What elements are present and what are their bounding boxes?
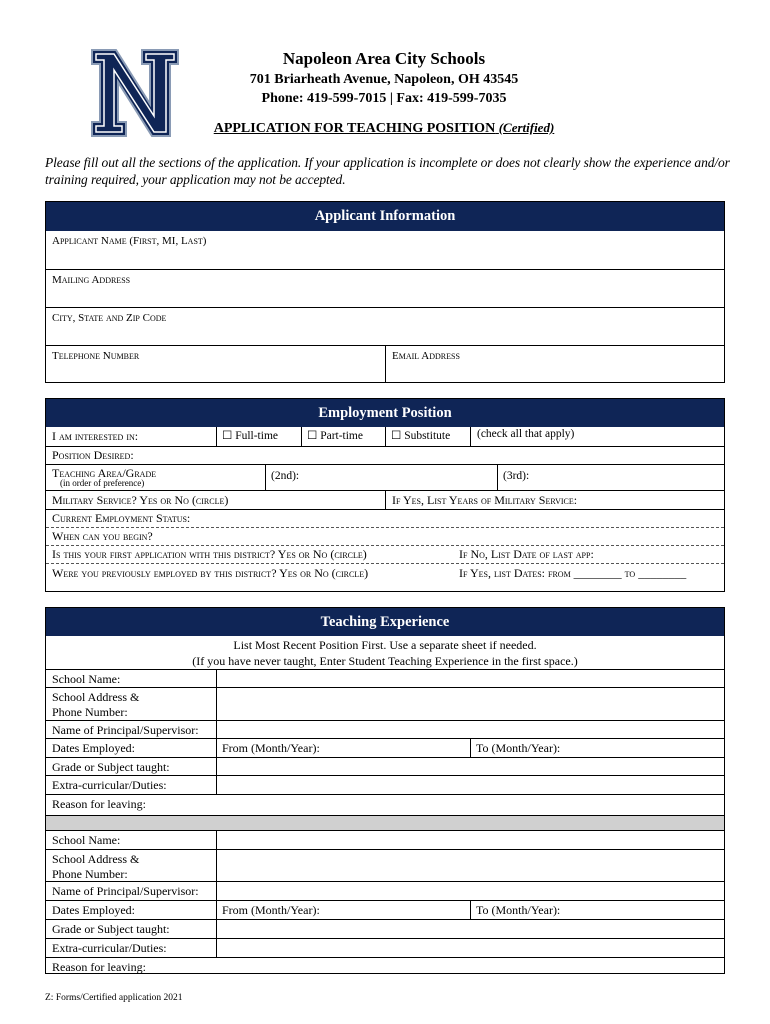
extracurricular-row[interactable]: Extra-curricular/Duties: <box>46 938 724 957</box>
teaching-area-row[interactable]: Teaching Area/Grade (in order of preference) (2nd): (3rd): <box>46 464 724 490</box>
current-employment-row[interactable]: Current Employment Status: <box>46 509 724 527</box>
application-title: APPLICATION FOR TEACHING POSITION (Certified) <box>213 120 555 136</box>
interest-row: I am interested in: ☐ Full-time ☐ Part-time ☐ Substitute (check all that apply) <box>46 427 724 446</box>
telephone-label: Telephone Number <box>52 350 140 362</box>
employment-section-title: Employment Position <box>46 399 724 427</box>
applicant-name-field[interactable] <box>46 231 724 269</box>
employment-section <box>45 398 725 592</box>
substitute-checkbox[interactable]: ☐ Substitute <box>391 430 451 442</box>
email-label: Email Address <box>392 350 460 362</box>
applicant-section <box>45 201 725 383</box>
teaching-section-title: Teaching Experience <box>46 608 724 636</box>
teaching-section <box>45 607 725 974</box>
school-name: Napoleon Area City Schools <box>282 49 486 68</box>
intro-text: Please fill out all the sections of the application. If your application is incomplete or does not clearly show the experience and/or training required, your application may not be accepted. <box>45 155 730 187</box>
phone-email-row[interactable] <box>46 345 724 383</box>
reason-leaving-row[interactable]: Reason for leaving: <box>46 794 724 815</box>
first-application-row[interactable]: Is this your first application with this district? Yes or No (circle) If No, List Date of last app: <box>46 545 724 563</box>
begin-row[interactable]: When can you begin? <box>46 527 724 545</box>
fulltime-checkbox[interactable]: ☐ Full-time <box>222 430 278 442</box>
school-address: 701 Briarheath Avenue, Napoleon, OH 43545 <box>249 72 519 87</box>
teaching-instructions: List Most Recent Position First. Use a separate sheet if needed. (If you have never taught, Enter Student Teaching Experience in the first space.) <box>192 638 578 668</box>
mailing-address-field[interactable] <box>46 269 724 307</box>
dates-employed-row[interactable]: Dates Employed: From (Month/Year): To (Month/Year): <box>46 738 724 757</box>
applicant-section-title: Applicant Information <box>46 202 724 231</box>
reason-leaving-row[interactable]: Reason for leaving: <box>46 957 724 975</box>
school-name-row[interactable]: School Name: <box>46 669 724 687</box>
city-state-zip-label: City, State and Zip Code <box>52 312 167 324</box>
previous-employment-row[interactable]: Were you previously employed by this district? Yes or No (circle) If Yes, list Dates: from ________ to ________ <box>46 563 724 582</box>
school-phone-fax: Phone: 419-599-7015 | Fax: 419-599-7035 <box>261 91 507 106</box>
footer-file-path: Z: Forms/Certified application 2021 <box>45 993 183 1003</box>
mailing-address-label: Mailing Address <box>52 274 131 286</box>
military-row[interactable]: Military Service? Yes or No (circle) If Yes, List Years of Military Service: <box>46 490 724 509</box>
school-name-row[interactable]: School Name: <box>46 830 724 849</box>
section-divider <box>46 815 724 830</box>
parttime-checkbox[interactable]: ☐ Part-time <box>307 430 363 442</box>
city-state-zip-field[interactable] <box>46 307 724 345</box>
grade-subject-row[interactable]: Grade or Subject taught: <box>46 919 724 938</box>
principal-row[interactable]: Name of Principal/Supervisor: <box>46 720 724 738</box>
applicant-name-label: Applicant Name (First, MI, Last) <box>52 235 207 247</box>
dates-employed-row[interactable]: Dates Employed: From (Month/Year): To (Month/Year): <box>46 900 724 919</box>
school-address-row[interactable]: School Address & Phone Number: <box>46 687 724 720</box>
extracurricular-row[interactable]: Extra-curricular/Duties: <box>46 775 724 794</box>
school-header <box>190 48 578 108</box>
position-desired-row[interactable]: Position Desired: <box>46 446 724 464</box>
school-address-row[interactable]: School Address & Phone Number: <box>46 849 724 881</box>
principal-row[interactable]: Name of Principal/Supervisor: <box>46 881 724 900</box>
grade-subject-row[interactable]: Grade or Subject taught: <box>46 757 724 775</box>
school-logo <box>88 44 182 140</box>
